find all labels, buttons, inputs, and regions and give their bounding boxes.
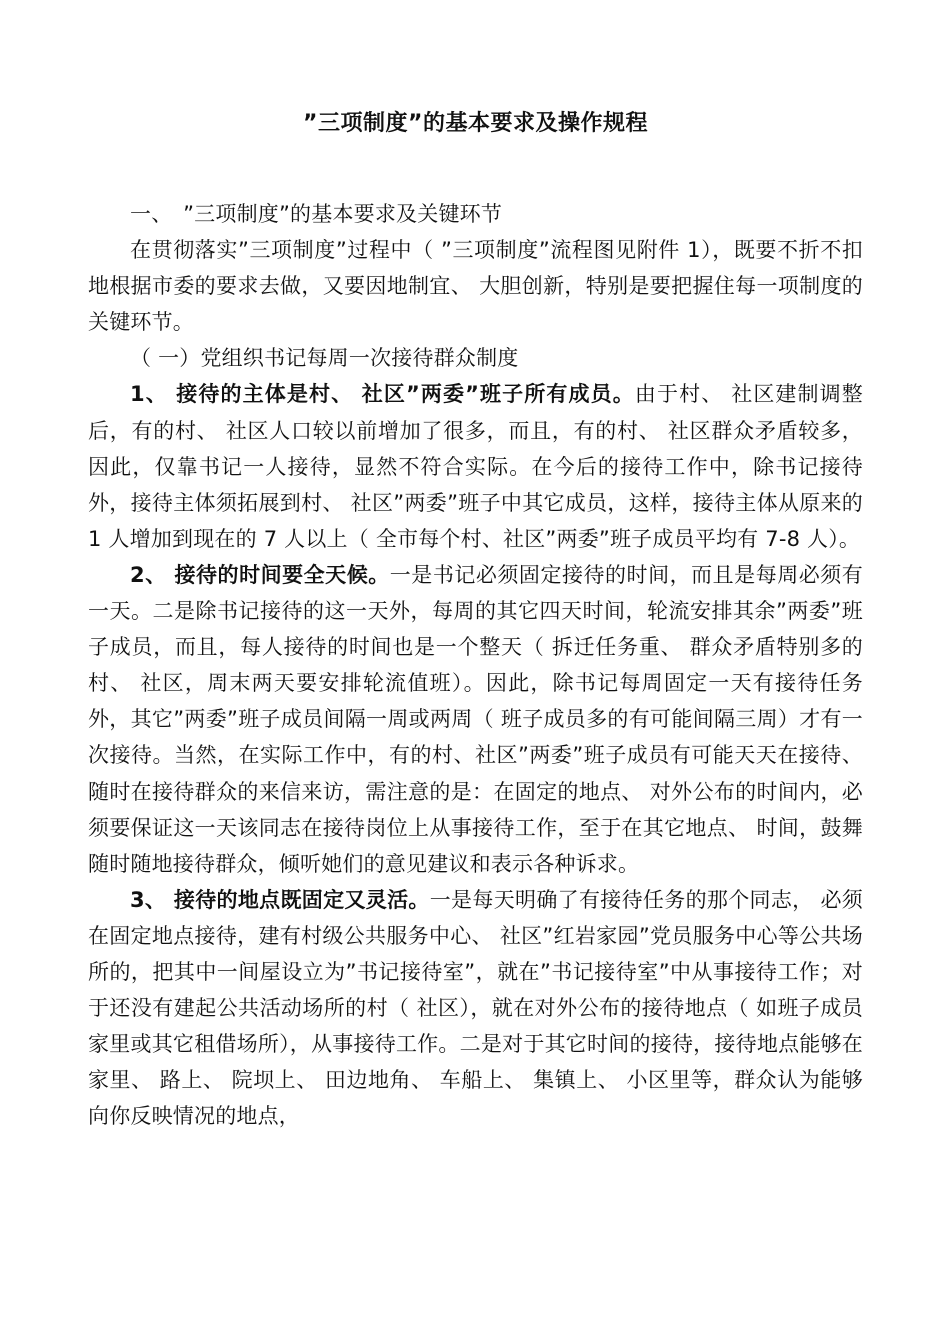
section-heading: 一、 ”三项制度”的基本要求及关键环节 [130,202,503,226]
item-3-body: 一是每天明确了有接待任务的那个同志， 必须在固定地点接待，建有村级公共服务中心、 社区”红岩家园”党员服务中心等公共场所的，把其中一间屋设立为”书记接待室”，就在”书记接待室”中从事接待工作；对于还没有建起公共活动场所的村（ 社区），就在对外公布的接待地点（ 如班子成员家里或其它租借场所），从事接待工作。二是对于其它时间的接待，接待地点能够在家里、 路上、 院坝上、 田边地角、 车船上、 集镇上、 小区里等，群众认为能够向你反映情况的地点， [88,887,864,1129]
item-3-lead: 3、 接待的地点既固定又灵活。 [130,887,430,912]
item-3-paragraph [88,882,863,1135]
item-2-lead: 2、 接待的时间要全天候。 [130,562,390,587]
intro-paragraph: 在贯彻落实”三项制度”过程中（ ”三项制度”流程图见附件 1），既要不折不扣地根据市委的要求去做，又要因地制宜、 大胆创新，特别是要把握住每一项制度的关键环节。 [88,238,863,335]
subsection-heading: （ 一）党组织书记每周一次接待群众制度 [130,346,519,371]
item-1-paragraph [88,376,863,556]
document-title: ”三项制度”的基本要求及操作规程 [303,111,648,136]
item-1-lead: 1、 接待的主体是村、 社区”两委”班子所有成员。 [130,382,635,407]
item-1-body: 由于村、 社区建制调整后，有的村、 社区人口较以前增加了很多，而且，有的村、 社区群众矛盾较多，因此，仅靠书记一人接待，显然不符合实际。在今后的接待工作中，除书记接待外，接待主体须拓展到村、 社区”两委”班子中其它成员，这样，接待主体从原来的 1 人增加到现在的 7 人以上（ 全市每个村、社区”两委”班子成员平均有 7-8 人）。 [88,382,864,551]
item-2-paragraph [88,557,863,882]
item-2-body: 一是书记必须固定接待的时间，而且是每周必须有一天。二是除书记接待的这一天外，每周的其它四天时间，轮流安排其余”两委”班子成员，而且，每人接待的时间也是一个整天（ 拆迁任务重、 群众矛盾特别多的村、 社区，周末两天要安排轮流值班）。因此，除书记每周固定一天有接待任务外，其它”两委”班子成员间隔一周或两周（ 班子成员多的有可能间隔三周）才有一次接待。当然，在实际工作中，有的村、社区”两委”班子成员有可能天天在接待、 随时在接待群众的来信来访，需注意的是：在固定的地点、 对外公布的时间内，必须要保证这一天该同志在接待岗位上从事接待工作，至于在其它地点、 时间，鼓舞随时随地接待群众，倾听她们的意见建议和表示各种诉求。 [88,562,863,876]
document-page [88,106,863,1134]
